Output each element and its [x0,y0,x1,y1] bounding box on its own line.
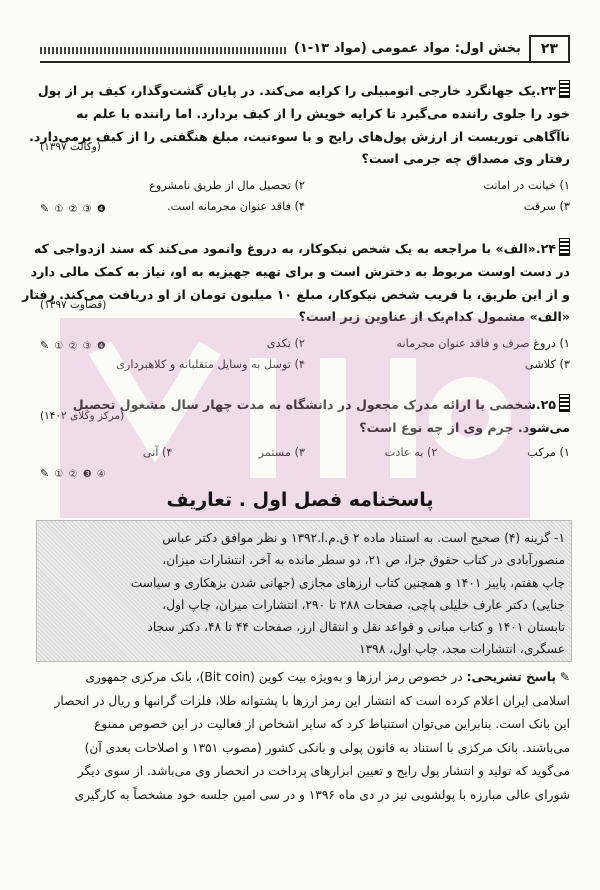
answers-heading: پاسخنامه فصل اول . تعاریف [166,489,434,511]
question-text: ۲۵.شخصی با ارائه مدرک مجعول در دانشگاه به مدت چهار سال مشغول تحصیل می‌شود. جرم وی از چه نوع است؟ (مرکز وکلای ۱۴۰۲) [40,394,570,440]
options [40,442,570,484]
options [40,333,570,375]
explanatory-answer: ✎ پاسخ تشریحی: در خصوص رمز ارزها و به‌ویژه بیت کوین (Bit coin)، بانک مرکزی جمهوری اسلامی ایران اعلام کرده است که انتشار این رمز ارزها با پشتوانه طلا، فلزات گرانبها و ریال در انحصار این بانک است. بنابراین می‌توان استنباط کرد که سایر اشخاص از فعالیت در این خصوص ممنوع می‌باشند. بانک مرکزی با استناد به قانون پولی و بانکی کشور (مصوب ۱۳۵۱ و اصلاحات بعدی آن) می‌گوید که تولید و انتشار پول رایج و تعیین ابزارهای پرداخت در انحصار وی می‌باشد. از سوی دیگر شورای عالی مبارزه با پولشویی نیز در دی ماه ۱۳۹۶ و در سی امین جلسه خود مشخصاً به کارگیری [54,670,570,802]
pencil-icon: ✎ [40,339,51,353]
page-header [40,35,570,63]
option-2: ۲) تکدی [266,337,305,351]
answer-1-box: ۱- گزینه (۴) صحیح است. به استناد ماده ۲ ق.م.ا.۱۳۹۲ و نظر موافق دکتر عباس منصورآبادی در کتاب حقوق جزا، ص ۲۱، دو سطر مانده به آخر، انتشارات میزان، چاپ هفتم، پاییز ۱۴۰۱ و همچنین کتاب ارزهای مجازی (جهانی شدن بزهکاری و سیاست جنایی) دکتر عارف خلیلی پاچی، صفحات ۲۸۸ تا ۲۹۰، انتشارات میزان، چاپ اول، تابستان ۱۴۰۱ و کتاب مبانی و قواعد نقل و انتقال ارز، صفحات ۴۴ تا ۴۸، دکتر سجاد عسگری، انتشارات مجد، چاپ اول، ۱۳۹۸ [36,520,572,662]
battery-icon [559,238,570,256]
option-3: ۳) سرقت [523,200,570,214]
question-24 [22,238,570,375]
option-1: ۱) خیانت در امانت [483,179,570,193]
answer-key: ✎ ① ② ❸ ④ [40,466,107,480]
question-text: ۲۳.یک جهانگرد خارجی اتومبیلی را کرایه می‌کند. در پایان گشت‌وگذار، کیف پر از پول خود را جلوی راننده می‌گیرد تا کرایه خویش را از کیف بردارد. اما راننده با علم به ناآگاهی توریست از ارزش پول‌های رایج و با سوءنیت، مبلغ هنگفتی را از کیف برمی‌دارد. رفتار وی مصداق چه جرمی است؟ (وکالت ۱۳۹۷) [40,80,570,171]
section-title: بخش اول: مواد عمومی (مواد ۱۳-۱) [293,40,521,56]
option-1: ۱) مرکب [527,445,570,459]
explanatory-label: پاسخ تشریحی: [466,670,556,684]
option-1: ۱) دروغ صرف و فاقد عنوان مجرمانه [396,337,570,351]
question-number: ۲۵. [535,397,556,412]
question-number: ۲۴. [535,241,556,256]
battery-icon [559,394,570,412]
question-source: (مرکز وکلای ۱۴۰۲) [40,409,125,422]
option-3: ۳) کلاشی [524,358,570,372]
pencil-icon: ✎ [40,202,51,216]
question-source: (وکالت ۱۳۹۷) [40,141,101,154]
question-text: ۲۴.«الف» با مراجعه به یک شخص نیکوکار، به دروغ وانمود می‌کند که سند ازدواجی که در دست اوست مربوط به دخترش است و برای تهیه جهیزیه به او، نیاز به کمک مالی دارد و از این طریق، با فریب شخص نیکوکار، مبلغ ۱۰ میلیون تومان از او دریافت می‌کند. رفتار «الف» مشمول کدام‌یک از عناوین زیر است؟ (قضاوت ۱۳۹۷) [40,238,570,329]
answer-key: ✎ ① ② ③ ❹ [40,202,107,216]
page-number: ۲۳ [529,35,570,61]
options [40,175,570,217]
option-3: ۳) مستمر [258,445,305,459]
battery-icon [559,80,570,98]
pencil-icon: ✎ [40,466,51,480]
header-rule [40,47,286,54]
option-4: ۴) آنی [142,445,173,459]
option-2: ۲) به عادت [384,445,438,459]
question-25 [40,394,570,484]
option-4: ۴) توسل به وسایل متقلبانه و کلاهبرداری [116,358,305,372]
pencil-icon: ✎ [555,670,570,684]
option-2: ۲) تحصیل مال از طریق نامشروع [149,179,305,193]
option-4: ۴) فاقد عنوان مجرمانه است. [166,200,305,214]
question-number: ۲۳. [535,83,556,98]
question-source: (قضاوت ۱۳۹۷) [40,299,107,312]
answer-key: ✎ ① ② ③ ❹ [40,339,107,353]
question-23 [29,80,570,217]
